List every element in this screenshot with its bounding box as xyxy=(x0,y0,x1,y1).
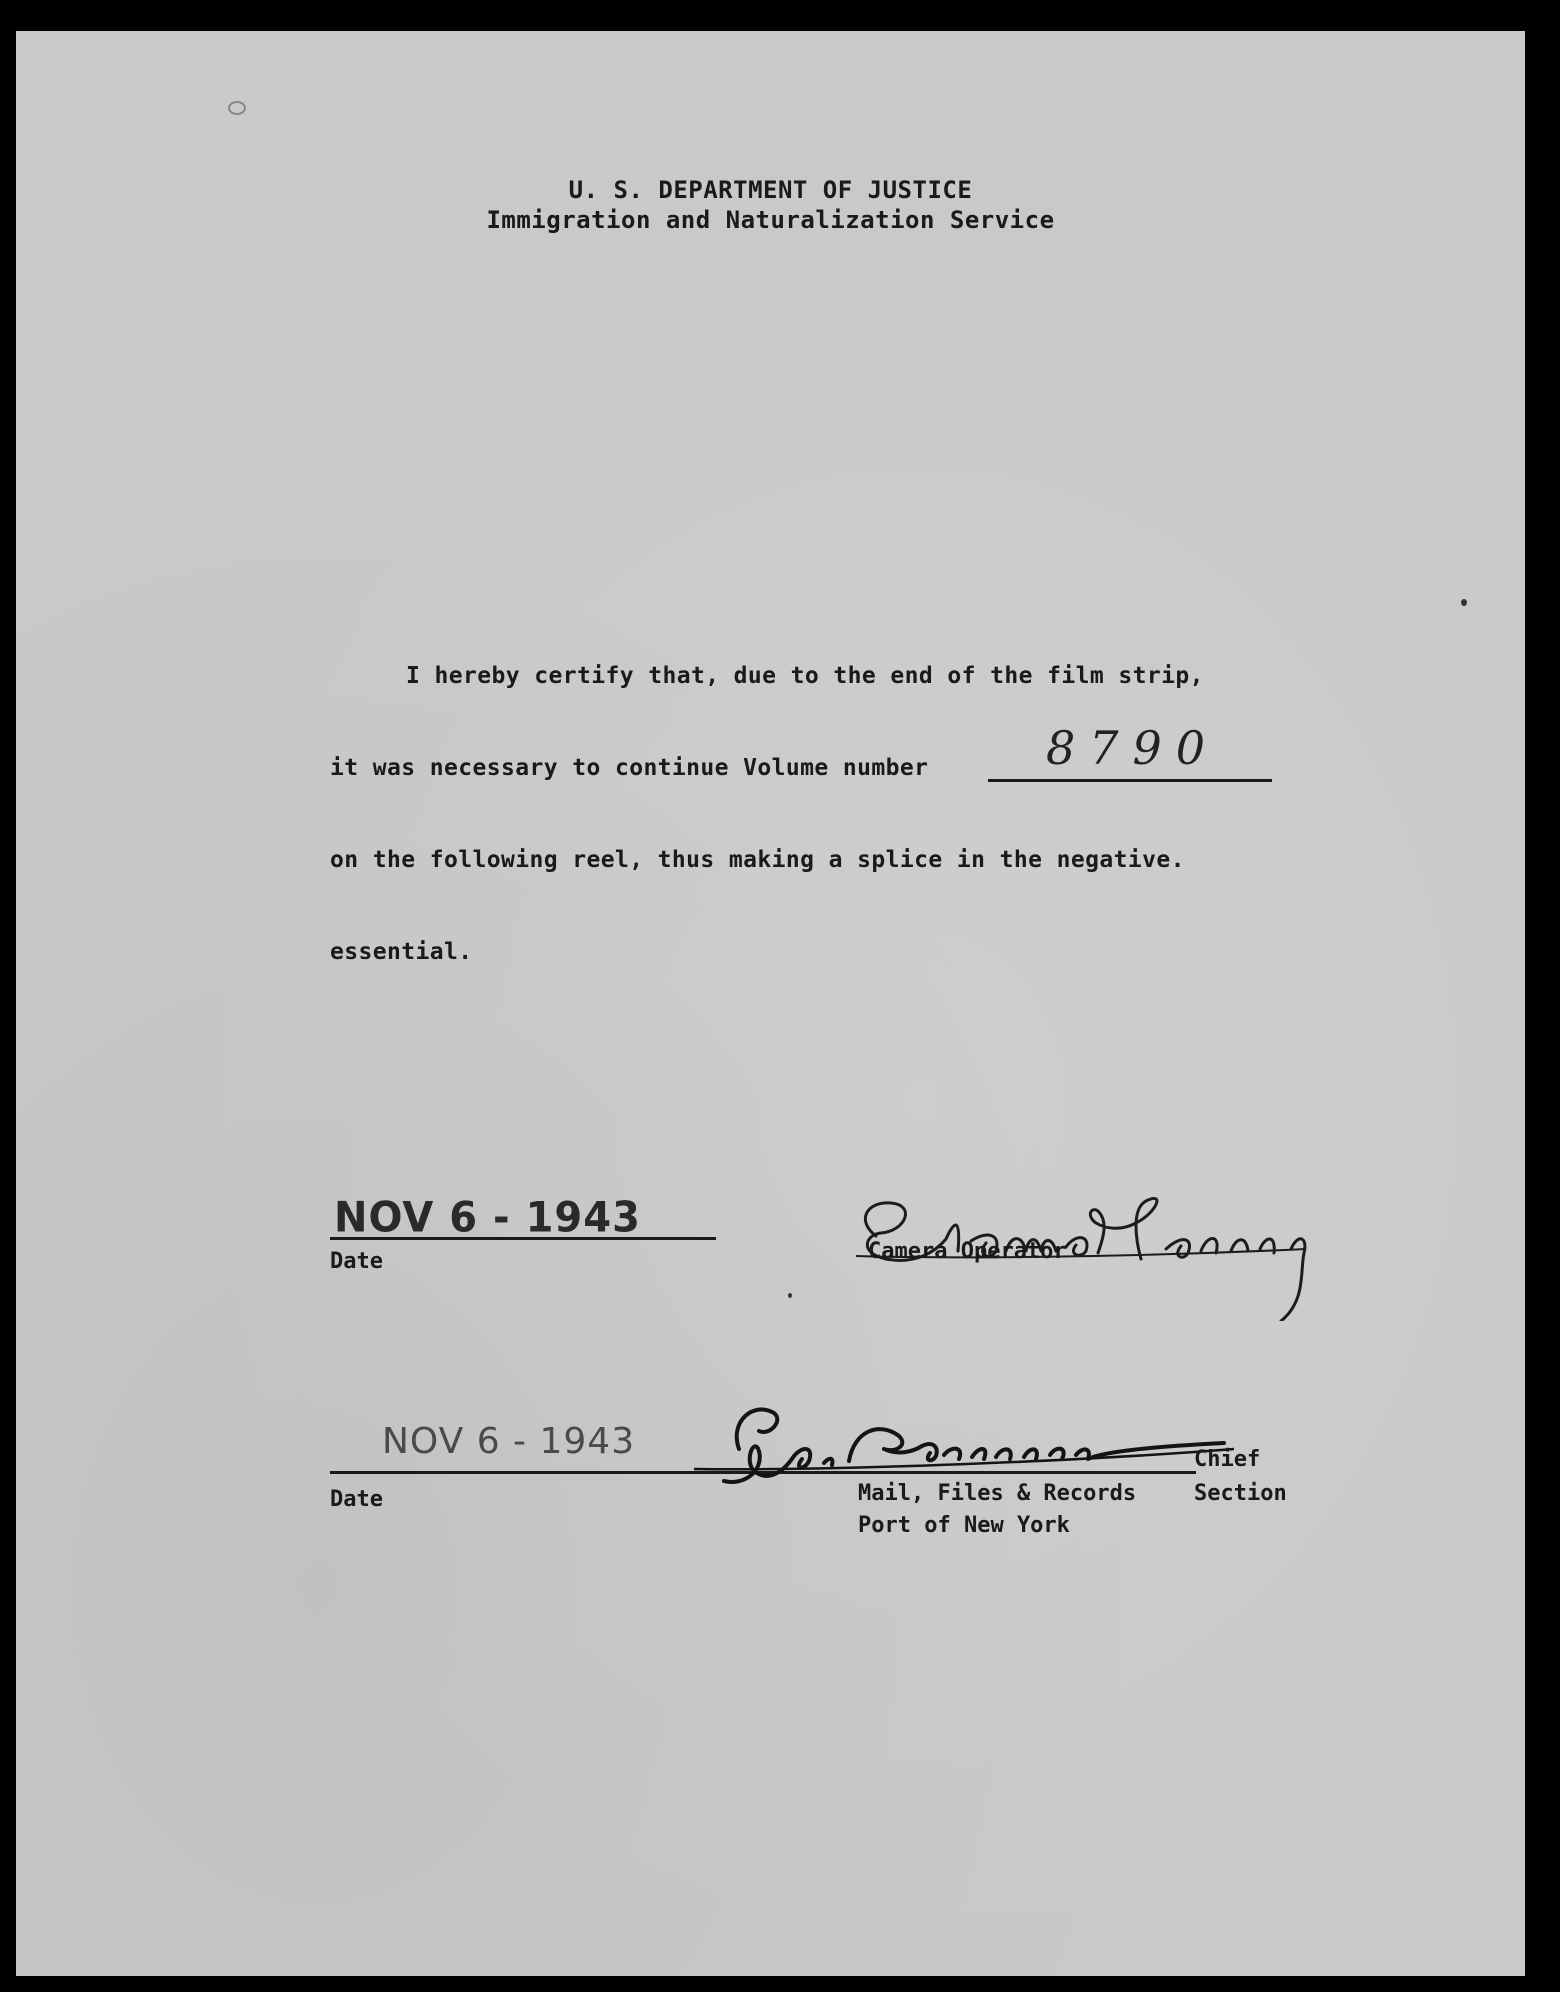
date-label-1: Date xyxy=(330,1249,383,1274)
port-of-new-york-label: Port of New York xyxy=(858,1513,1070,1538)
speck xyxy=(1461,599,1467,606)
volume-number-underline xyxy=(988,779,1272,782)
camera-operator-label: Camera Operator xyxy=(868,1239,1067,1264)
chief-title: Chief xyxy=(1194,1447,1261,1472)
section-label: Section xyxy=(1194,1481,1287,1506)
date-line-1 xyxy=(330,1237,716,1240)
mail-files-records-label: Mail, Files & Records xyxy=(858,1481,1137,1506)
certification-line-2: it was necessary to continue Volume number xyxy=(330,755,929,781)
speck xyxy=(228,101,246,115)
department-name: U. S. DEPARTMENT OF JUSTICE xyxy=(568,176,973,204)
service-name: Immigration and Naturalization Service xyxy=(486,206,1055,234)
date-stamp-2: NOV 6 - 1943 xyxy=(382,1421,636,1462)
speck xyxy=(788,1293,792,1298)
date-label-2: Date xyxy=(330,1487,383,1512)
certification-line-3: on the following reel, thus making a splice in the negative. xyxy=(330,847,1185,873)
certification-line-4: essential. xyxy=(330,939,473,965)
certification-line-1: I hereby certify that, due to the end of the film strip, xyxy=(406,663,1204,689)
volume-number-handwritten: 8790 xyxy=(1046,721,1220,775)
date-stamp-1: NOV 6 - 1943 xyxy=(334,1193,641,1243)
document-page xyxy=(16,31,1525,1976)
